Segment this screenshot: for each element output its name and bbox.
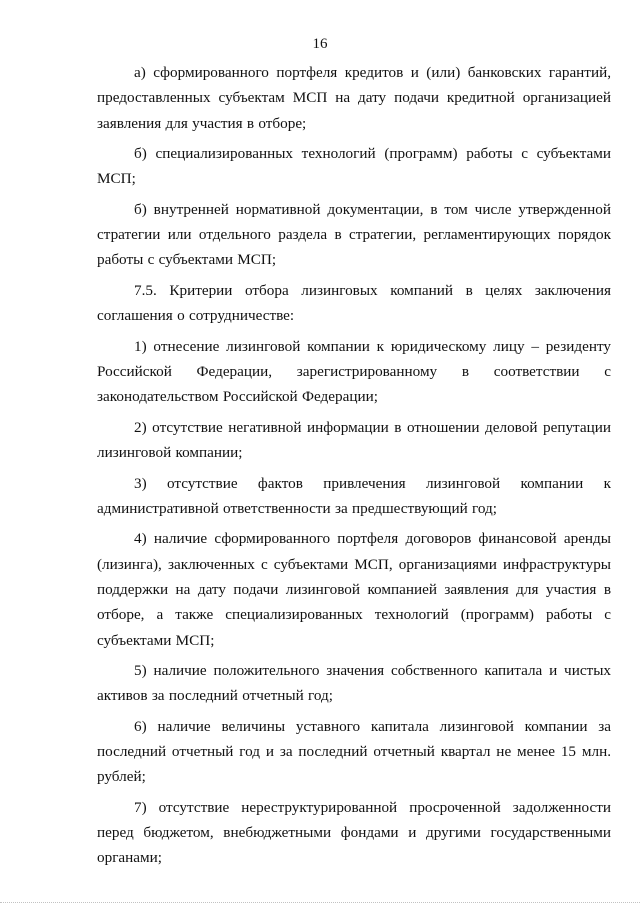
criterion-4-leasing-portfolio: 4) наличие сформированного портфеля договоров финансовой аренды (лизинга), заключенных с субъектами МСП, организациями инфраструктуры поддержки на дату подачи лизинговой компанией заявления для участия в отборе, а также специализированных технологий (программ) работы с субъектами МСП; <box>97 530 611 649</box>
criterion-3-administrative-liability: 3) отсутствие фактов привлечения лизинговой компании к административной ответственности за предшествующий год; <box>97 474 611 517</box>
criterion-6-authorized-capital: 6) наличие величины уставного капитала лизинговой компании за последний отчетный год и за последний отчетный квартал не менее 15 млн. рублей; <box>97 717 611 786</box>
criterion-5-positive-capital: 5) наличие положительного значения собственного капитала и чистых активов за последний отчетный год; <box>97 662 611 705</box>
section-7-5-heading: 7.5. Критерии отбора лизинговых компаний в целях заключения соглашения о сотрудничестве: <box>97 281 611 325</box>
criterion-2-reputation: 2) отсутствие негативной информации в отношении деловой репутации лизинговой компании; <box>97 418 611 462</box>
criterion-7-no-overdue-debt: 7) отсутствие нереструктурированной просроченной задолженности перед бюджетом, внебюджетными фондами и другими государственными органами; <box>97 798 611 867</box>
page-number: 16 <box>312 36 328 52</box>
scan-bottom-edge <box>0 899 640 903</box>
paragraph-a-loan-portfolio: а) сформированного портфеля кредитов и (или) банковских гарантий, предоставленных субъектам МСП на дату подачи кредитной организацией заявления для участия в отборе; <box>97 64 611 132</box>
criterion-1-residency: 1) отнесение лизинговой компании к юридическому лицу – резиденту Российской Федерации, зарегистрированному в соответствии с законодательством Российской Федерации; <box>97 337 611 406</box>
paragraph-b-internal-documentation: б) внутренней нормативной документации, в том числе утвержденной стратегии или отдельного раздела в стратегии, регламентирующих порядок работы с субъектами МСП; <box>97 200 611 269</box>
paragraph-b-technologies: б) специализированных технологий (программ) работы с субъектами МСП; <box>97 145 611 188</box>
document-body <box>97 60 611 876</box>
